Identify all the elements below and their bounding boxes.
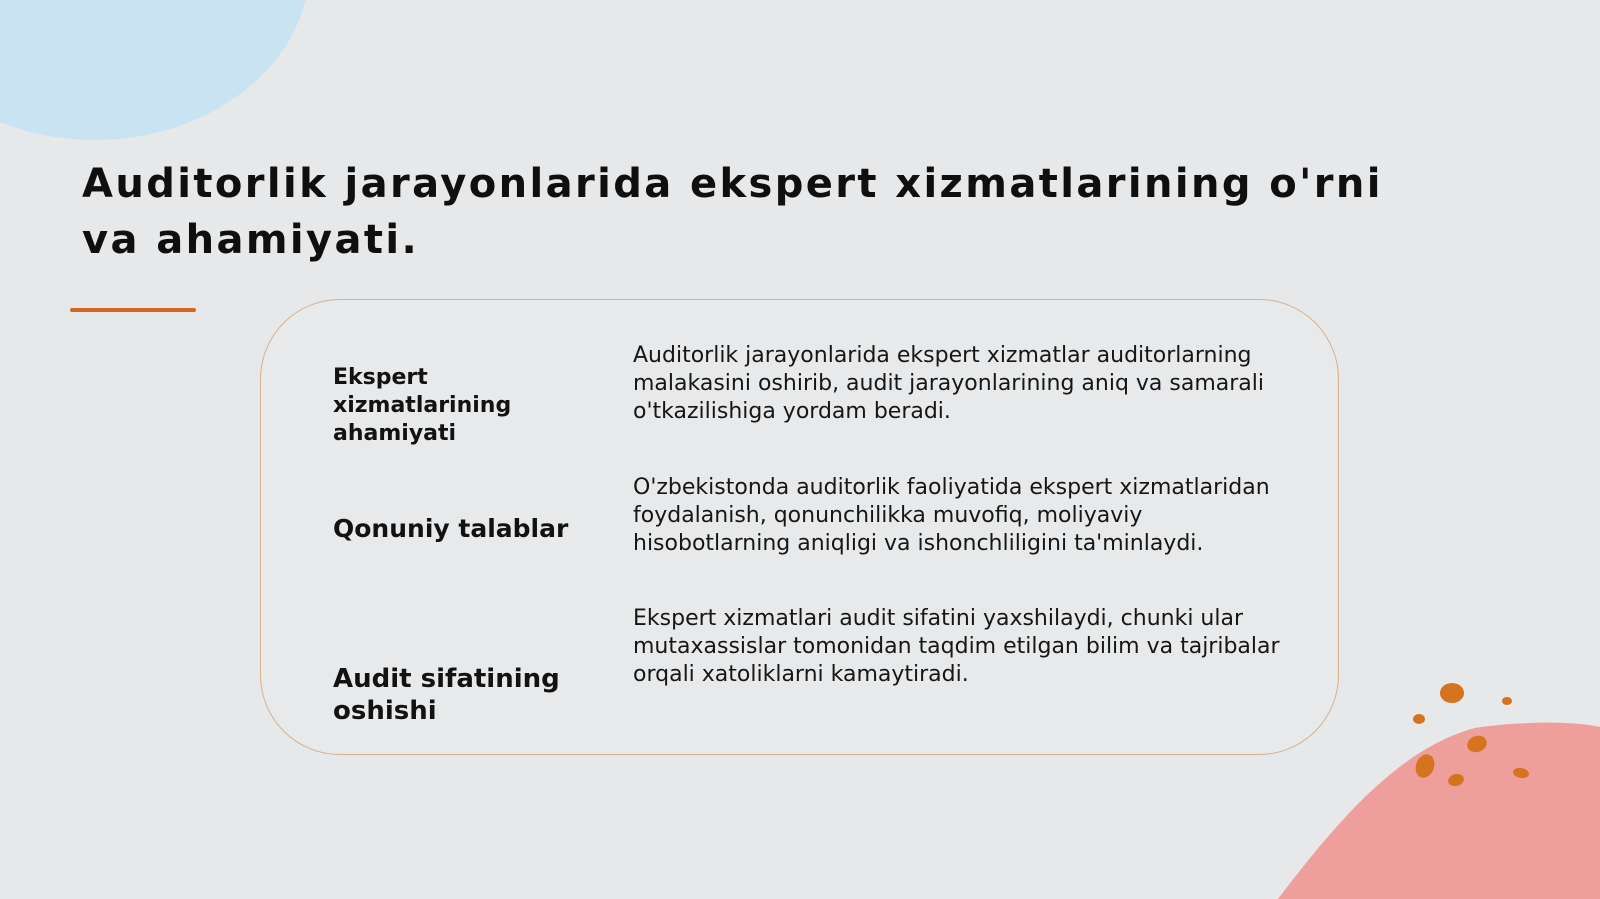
- slide-title: Auditorlik jarayonlarida ekspert xizmatlarining o'rni va ahamiyati.: [82, 161, 1383, 263]
- splatter-dot: [1502, 697, 1512, 705]
- row-description: Ekspert xizmatlari audit sifatini yaxshilaydi, chunki ular mutaxassislar tomonidan taqdim etilgan bilim va tajribalar orqali xatoliklarni kamaytiradi.: [633, 606, 1280, 687]
- splatter-dot: [1413, 714, 1425, 724]
- row-description: O'zbekistonda auditorlik faoliyatida ekspert xizmatlaridan foydalanish, qonunchilikka muvofiq, moliyaviy hisobotlarning aniqligi va ishonchliligini ta'minlaydi.: [633, 475, 1270, 556]
- row-label: Qonuniy talablar: [333, 514, 569, 543]
- row-label: Audit sifatining oshishi: [333, 664, 560, 726]
- splatter-dot: [1512, 767, 1529, 780]
- row-label: Ekspert xizmatlarining ahamiyati: [333, 365, 512, 446]
- splatter-dot: [1465, 733, 1489, 755]
- splatter-dot: [1440, 683, 1464, 703]
- row-description: Auditorlik jarayonlarida ekspert xizmatlar auditorlarning malakasini oshirib, audit jarayonlarining aniq va samarali o'tkazilishiga yordam beradi.: [633, 343, 1265, 424]
- splatter-dot: [1447, 772, 1466, 788]
- splatter-dot: [1412, 752, 1437, 781]
